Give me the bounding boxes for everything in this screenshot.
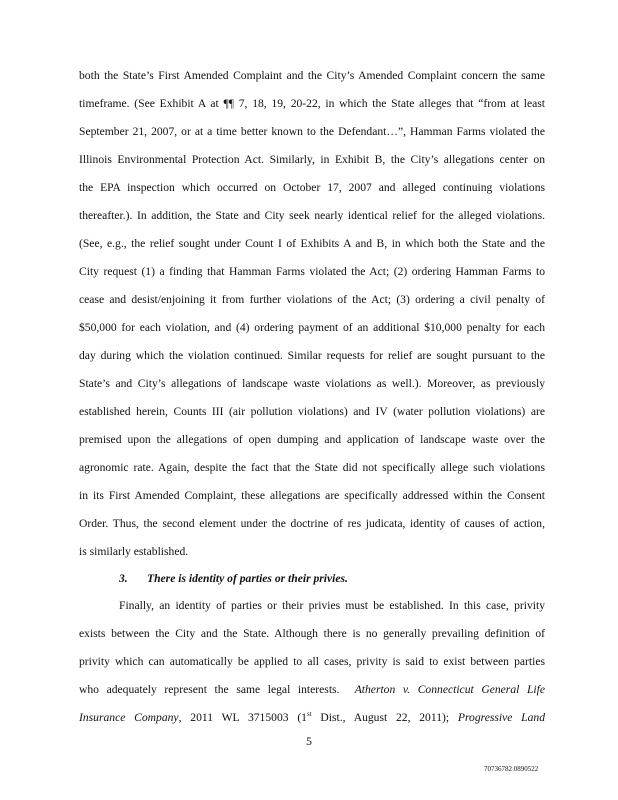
section-number: 3. bbox=[119, 572, 128, 585]
body-line: premised upon the allegations of open dumping and application of landscape waste over the bbox=[79, 433, 545, 446]
body-line: agronomic rate. Again, despite the fact that the State did not specifically allege such violations bbox=[79, 461, 545, 474]
body-line: day during which the violation continued. Similar requests for relief are sought pursuant to the bbox=[79, 349, 545, 362]
case-name: Insurance Company bbox=[79, 711, 179, 724]
body-line: established herein, Counts III (air pollution violations) and IV (water pollution violations) are bbox=[79, 405, 545, 418]
citation-superscript: st bbox=[306, 710, 312, 719]
body-line: State’s and City’s allegations of landscape waste violations as well.). Moreover, as previously bbox=[79, 377, 545, 390]
body-line: the EPA inspection which occurred on October 17, 2007 and alleged continuing violations bbox=[79, 181, 545, 194]
body-line: timeframe. (See Exhibit A at ¶¶ 7, 18, 19, 20-22, in which the State alleges that “from at least bbox=[79, 97, 545, 110]
page-number: 5 bbox=[306, 735, 312, 748]
body-line: $50,000 for each violation, and (4) ordering payment of an additional $10,000 penalty for each bbox=[79, 321, 545, 334]
body-line: both the State’s First Amended Complaint and the City’s Amended Complaint concern the same bbox=[79, 69, 545, 82]
body-line: is similarly established. bbox=[79, 545, 189, 558]
body-line: cease and desist/enjoining it from further violations of the Act; (3) ordering a civil penalty of bbox=[79, 293, 545, 306]
body-text: who adequately represent the same legal interests. bbox=[79, 683, 340, 696]
case-name: Progressive Land bbox=[457, 711, 545, 724]
section-heading bbox=[119, 571, 549, 586]
document-id: 70736782 0890522 bbox=[484, 765, 539, 773]
citation-text: , 2011 WL 3715003 (1 bbox=[178, 711, 307, 724]
body-line: City request (1) a finding that Hamman Farms violated the Act; (2) ordering Hamman Farms to bbox=[79, 265, 545, 278]
body-line: September 21, 2007, or at a time better known to the Defendant…”, Hamman Farms violated the bbox=[79, 125, 545, 138]
citation-text: Dist., August 22, 2011); bbox=[311, 711, 450, 724]
body-line: Order. Thus, the second element under the doctrine of res judicata, identity of causes of action, bbox=[79, 517, 545, 530]
body-line bbox=[79, 710, 545, 725]
case-name: Atherton v. Connecticut General Life bbox=[354, 683, 545, 696]
body-line: Finally, an identity of parties or their privies must be established. In this case, privity bbox=[119, 599, 545, 612]
body-line: in its First Amended Complaint, these allegations are specifically addressed within the Consent bbox=[79, 489, 545, 502]
body-line: (See, e.g., the relief sought under Count I of Exhibits A and B, in which both the State and the bbox=[79, 237, 545, 250]
body-line bbox=[79, 682, 545, 697]
section-title: There is identity of parties or their privies. bbox=[147, 572, 348, 585]
body-line: exists between the City and the State. Although there is no generally prevailing definition of bbox=[79, 627, 545, 640]
body-line: thereafter.). In addition, the State and City seek nearly identical relief for the alleged violations. bbox=[79, 209, 545, 222]
body-line: Illinois Environmental Protection Act. Similarly, in Exhibit B, the City’s allegations center on bbox=[79, 153, 545, 166]
body-line: privity which can automatically be applied to all cases, privity is said to exist between parties bbox=[79, 655, 545, 668]
